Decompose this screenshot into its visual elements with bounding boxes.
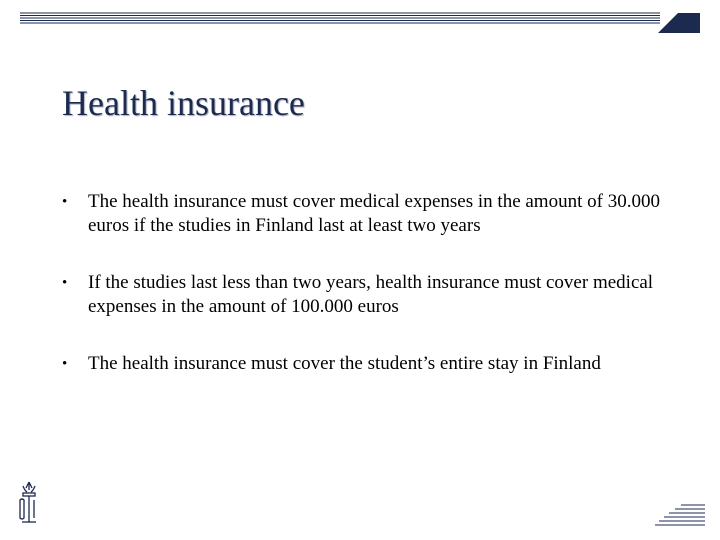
top-striped-decoration xyxy=(20,12,660,26)
bottom-striped-decoration xyxy=(655,503,705,527)
bullet-item xyxy=(62,271,662,319)
bullet-item xyxy=(62,352,662,376)
bullet-dot-icon: • xyxy=(62,356,68,372)
bullet-text: If the studies last less than two years, health insurance must cover medical expenses in the amount of 100.000 euros xyxy=(88,272,654,317)
bullet-item xyxy=(62,190,662,238)
bullet-text: The health insurance must cover the student’s entire stay in Finland xyxy=(88,353,601,374)
bullet-dot-icon: • xyxy=(62,275,68,291)
bullet-text: The health insurance must cover medical expenses in the amount of 30.000 euros if the studies in Finland last at least two years xyxy=(88,191,660,236)
university-emblem-icon xyxy=(14,478,44,528)
slide-title: Health insurance xyxy=(62,83,305,123)
top-corner-block-icon xyxy=(650,13,700,33)
bullet-dot-icon: • xyxy=(62,194,68,210)
bullet-list xyxy=(62,190,662,376)
